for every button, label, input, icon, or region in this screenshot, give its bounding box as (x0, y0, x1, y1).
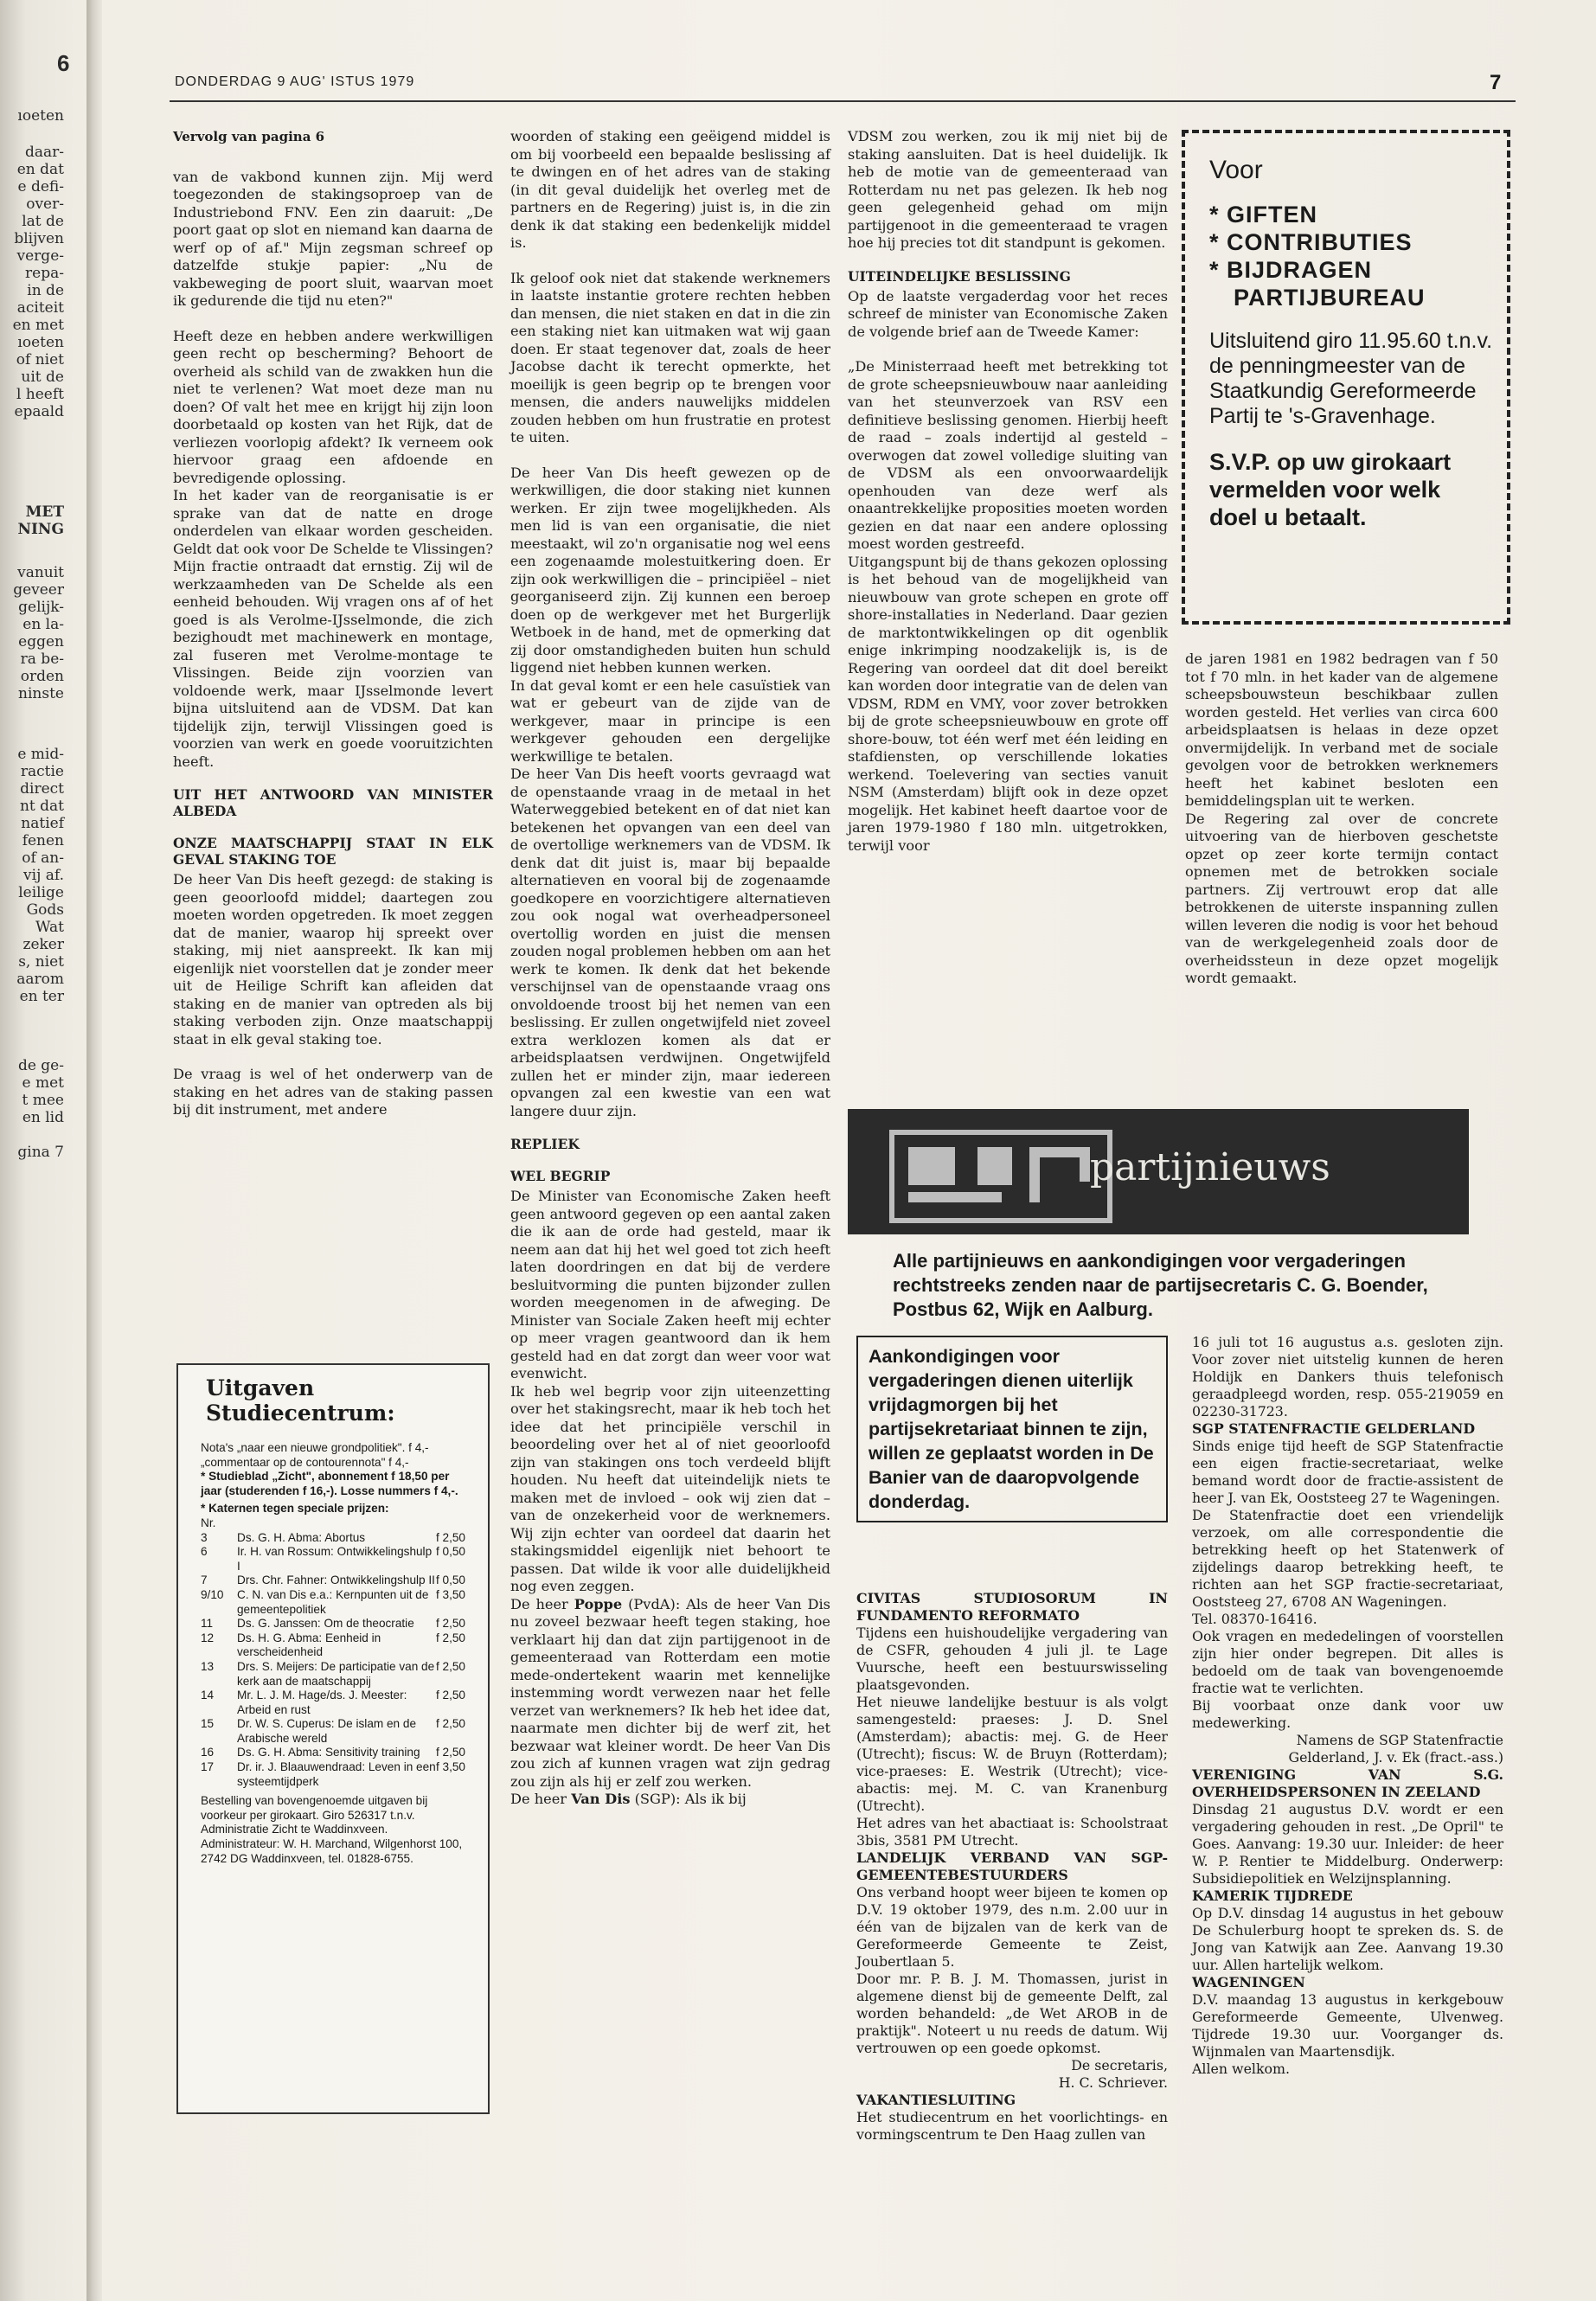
katern-item (201, 1760, 465, 1789)
previous-page-fragment: verge- (16, 247, 64, 265)
issue-date: DONDERDAG 9 AUG' ISTUS 1979 (175, 74, 415, 89)
previous-page-fragment: direct (20, 780, 64, 798)
paragraph: 16 juli tot 16 augustus a.s. gesloten zijn. Voor zover niet uitstelig kunnen de heren Holdijk en Dankers thuis telefonisch geraadpleegd worden, resp. 055-219059 en 02230-31723. (1192, 1334, 1503, 1420)
katern-price: f 2,50 (435, 1530, 465, 1544)
partijnieuws-subtitle: Alle partijnieuws en aankondigingen voor vergaderingen rechtstreeks zenden naar de partijsecretaris C. G. Boender, Postbus 62, Wijk en Aalburg. (893, 1250, 1428, 1320)
studiecentrum-box (176, 1363, 490, 2114)
katern-item (201, 1660, 465, 1689)
paragraph: Het studiecentrum en het voorlichtings- en vormingscentrum te Den Haag zullen van (856, 2109, 1168, 2143)
advert-svp: S.V.P. op uw girokaart vermelden voor welk doel u betaalt. (1209, 449, 1452, 530)
paragraph: de jaren 1981 en 1982 bedragen van f 50 tot f 70 mln. in het kader van de algemene scheepsbouwsteun beschikbaar zullen worden gesteld. Het verlies van circa 600 arbeidsplaatsen is helaas in deze opzet onvermijdelijk. In verband met de sociale gevolgen voor de betrokken werknemers heeft het kabinet besloten een bemiddelingsplan uit te werken. (1185, 651, 1498, 809)
paragraph: Ook vragen en mededelingen of voorstellen zijn hier onder begrepen. Dit alles is bedoeld om de taak van bovengenoemde fractie wat te verlichten. (1192, 1628, 1503, 1696)
paragraph: Allen welkom. (1192, 2061, 1291, 2077)
previous-page-fragment: vij af. (23, 867, 64, 884)
news-heading: VERENIGING VAN S.G. OVERHEIDSPERSONEN IN ZEELAND (1192, 1766, 1503, 1800)
paragraph: De vraag is wel of het onderwerp van de staking en het adres van de staking passen bij dit instrument, met andere (173, 1066, 493, 1118)
previous-page-fragment: t mee (22, 1092, 64, 1109)
previous-page-fragment: daar- (24, 144, 64, 161)
previous-page-fragment: repa- (25, 265, 64, 282)
katern-nr: 11 (201, 1617, 214, 1631)
studieblad-zicht: * Studieblad „Zicht", abonnement f 18,50 per jaar (studerenden f 16,-). Losse nummers f 4,-. (201, 1470, 458, 1497)
katern-nr: 12 (201, 1631, 215, 1644)
katern-title: Dr. ir. J. Blaauwendraad: Leven in een systeemtijdperk (237, 1760, 436, 1788)
katern-item (201, 1631, 465, 1660)
previous-page-fragment: epaald (14, 403, 64, 420)
paragraph: De heer Van Dis (SGP): Als ik bij (510, 1791, 747, 1807)
katern-price: f 2,50 (435, 1659, 465, 1673)
previous-page-fragment: Wat (35, 919, 64, 936)
katern-title: Ds. G. Janssen: Om de theocratie (237, 1617, 414, 1631)
katern-item (201, 1545, 465, 1574)
previous-page-fragment: orden (20, 668, 64, 685)
paragraph: Uitgangspunt bij de thans gekozen oplossing is het behoud van de mogelijkheid van nieuwbouw van grote schepen en grote off shore-installaties in Nederland. Daar gezien de marktontwikkelingen op dit ogenblik enige inkrimping noodzakelijk is, is de Regering van oordeel dat dit doel bereikt kan worden door integratie van de delen van VDSM, RDM en VMY, voor zover betrokken bij de grote scheepsnieuwbouw en grote off shore-bouw, tot één werf met één leiding en stafdiensten, op verschillende lokaties werkend. Toelevering van secties vanuit NSM (Amsterdam) blijft ook in deze opzet mogelijk. Het kabinet heeft daartoe voor de jaren 1979-1980 f 180 mln. uitgetrokken, terwijl voor (848, 553, 1168, 854)
previous-page-fragment: over- (26, 195, 64, 213)
katern-nr: 7 (201, 1574, 208, 1587)
paragraph: Bij voorbaat onze dank voor uw medewerking. (1192, 1697, 1503, 1731)
previous-page-fragment: in de (27, 282, 64, 299)
continued-label: Vervolg van pagina 6 (173, 129, 325, 144)
previous-page-fragment: ıoeten (17, 334, 64, 351)
paragraph: In dat geval komt er een hele casuïstiek van wat er gebeurt van de zijde van de werkgever, maar in principe is een werkgever gehouden een dergelijke werkwillige te betalen. (510, 676, 830, 765)
katern-nr: 15 (201, 1717, 215, 1731)
previous-page-fragment: zeker (22, 936, 64, 953)
katern-title: Drs. S. Meijers: De participatie van de kerk aan de maatschappij (237, 1659, 435, 1688)
previous-page-fragment: en met (12, 317, 64, 334)
news-heading: LANDELIJK VERBAND VAN SGP-GEMEENTEBESTUURDERS (856, 1849, 1168, 1883)
previous-page-fragment: en dat (16, 161, 64, 178)
paragraph: Ons verband hoopt weer bijeen te komen op D.V. 19 oktober 1979, des n.m. 2.00 uur in één van de bijzalen van de kerk van de Gereformeerde Gemeente te Zeist, Joubertlaan 5. (856, 1884, 1168, 1970)
signature: De secretaris, (1071, 2057, 1168, 2073)
previous-page-fragment: ninste (18, 685, 64, 702)
previous-page-fragment: geveer (13, 581, 64, 599)
katern-price: f 3,50 (435, 1587, 465, 1601)
previous-page-fragment: NING (17, 521, 64, 538)
paragraph: Het adres van het abactiaat is: Schoolstraat 3bis, 3581 PM Utrecht. (856, 1815, 1168, 1849)
previous-page-fragment: leilige (18, 884, 64, 901)
paragraph: Heeft deze en hebben andere werkwilligen geen recht op bescherming? Behoort de overheid als schild van de zwakken hun die niet te verlenen? Wat moet deze man nu doen? Of valt het mee en krijgt hij zijn loon doorbetaald op kosten van het Rijk, dat de verliezen voorlopig afdekt? Ik verneem ook hiervoor graag een afdoende en bevredigende oplossing. (173, 327, 493, 486)
signature: H. C. Schriever. (1058, 2074, 1168, 2091)
order-info: Bestelling van bovengenoemde uitgaven bij voorkeur per girokaart. Giro 526317 t.n.v. (201, 1794, 428, 1822)
previous-page-fragment: ıoeten (17, 107, 64, 125)
news-heading: VAKANTIESLUITING (856, 2092, 1016, 2108)
katern-item (201, 1689, 465, 1717)
previous-page-fragment: blijven (14, 230, 64, 247)
column-2 (510, 128, 830, 1809)
previous-page-fragment: e mid- (17, 746, 64, 763)
previous-page-fragment: ractie (20, 763, 64, 780)
katern-nr: 13 (201, 1659, 215, 1673)
katern-nr: 17 (201, 1760, 215, 1774)
advert-contributies: * CONTRIBUTIES (1209, 229, 1413, 255)
advert-voor: Voor (1209, 156, 1263, 184)
previous-page-fragment: uit de (21, 369, 64, 386)
advert-giro: Uitsluitend giro 11.95.60 t.n.v. de penningmeester van de Staatkundig Gereformeerde Partij te 's-Gravenhage. (1209, 329, 1493, 428)
katern-item (201, 1588, 465, 1617)
katern-title: Ds. H. G. Abma: Eenheid in verscheidenheid (237, 1631, 381, 1659)
studiecentrum-list (178, 1365, 488, 1876)
paragraph: Door mr. P. B. J. M. Thomassen, jurist in algemene dienst bij de gemeente Delft, zal worden behandeld: „de Wet AROB in de praktijk". Noteert u nu reeds de datum. Wij vertrouwen op een goede opkomst. (856, 1971, 1168, 2056)
section-heading: WEL BEGRIP (510, 1168, 611, 1184)
katernen-nr-label: Nr. (201, 1516, 216, 1529)
previous-page-fragment: Gods (26, 901, 64, 919)
paragraph: De heer Poppe (PvdA): Als de heer Van Dis nu zoveel bezwaar heeft tegen staking, hoe verklaart hij dan dat zijn partijgenoot in de gemeenteraad van Rotterdam een motie mede-ondertekent waarin met kennelijke instemming wordt verwezen naar het felle verzet van werknemers? Ik heb het idee dat, naarmate men dichter bij de werf zit, het bezwaar wat kleiner wordt. De heer Van Dis zou zich af kunnen vragen wat zijn gedrag zou zijn als hij er zelf zou werken. (510, 1595, 830, 1790)
speaker-name: Van Dis (571, 1791, 631, 1807)
paragraph: De Minister van Economische Zaken heeft geen antwoord gegeven op een aantal zaken die ik aan de orde had gesteld, maar ik neem aan dat hij het wel goed tot zich heeft laten doordringen en dat bij de verdere besluitvorming die punten bijzonder zullen worden meegenomen in de afweging. De Minister van Sociale Zaken heeft mij echter op meer vragen geantwoord dan ik hem gesteld had en dat zorgt dan weer voor wat evenwicht. (510, 1188, 830, 1381)
signature: Gelderland, J. v. Ek (fract.-ass.) (1288, 1749, 1503, 1766)
previous-page-fragment: MET (25, 503, 64, 521)
previous-page-fragment: gelijk- (18, 599, 64, 616)
katern-price: f 2,50 (435, 1689, 465, 1702)
katern-price: f 0,50 (435, 1574, 465, 1587)
previous-page-fragment: l heeft (16, 386, 64, 403)
paragraph: D.V. maandag 13 augustus in kerkgebouw Gereformeerde Gemeente, Ulvenweg. Tijdrede 19.30 uur. Voorganger ds. Wijnmalen van Maartensdijk. (1192, 1991, 1503, 2060)
paragraph: VDSM zou werken, zou ik mij niet bij de staking aansluiten. Dat is heel duidelijk. Ik heb de motie van de gemeenteraad van Rotterdam nu net pas gelezen. Ik heb nog geen gelegenheid gehad om mijn partijgenoot in die gemeenteraad te vragen hoe hij precies tot dit standpunt is gekomen. (848, 128, 1168, 251)
paragraph: van de vakbond kunnen zijn. Mij werd toegezonden de stakingsoproep van de Industriebond FNV. Een zin daaruit: „De poort gaat op slot en niemand kan daarna de werf op of af." Mijn zegsman schreef op datzelfde stukje papier: „Nu de vakbeweging de poort sluit, waarvan moet ik gedurende die tijd nu eten?" (173, 168, 493, 309)
paragraph: De heer Van Dis heeft gewezen op de werkwilligen, die door staking niet kunnen werken. Er zijn twee mogelijkheden. Als men lid is van een organisatie, die niet meestaakt, wil zo'n organisatie nog wel eens een zogenaamde molestuitkering doen. Er zijn ook werkwilligen die – principiëel – niet georganiseerd zijn. Zij kunnen een beroep doen op de werkgever met het Burgerlijk Wetboek in de hand, met de opmerking dat zij door omstandigheden buiten hun schuld liggend niet hebben kunnen werken. (510, 464, 830, 676)
katern-item (201, 1531, 465, 1546)
katern-nr: 3 (201, 1530, 208, 1544)
aankondigingen-notice: Aankondigingen voor vergaderingen dienen uiterlijk vrijdagmorgen bij het partijsekretariaat binnen te zijn, willen ze geplaatst worden in De Banier van de daaropvolgende donderdag. (856, 1336, 1168, 1522)
previous-page-fragment: eggen (18, 633, 64, 651)
advert-partijbureau: PARTIJBUREAU (1234, 285, 1426, 311)
katernen-heading: * Katernen tegen speciale prijzen: (201, 1502, 389, 1516)
previous-page-fragment: ra be- (20, 651, 64, 668)
katern-price: f 2,50 (435, 1631, 465, 1644)
nota-grondpolitiek: Nota's „naar een nieuwe grondpolitiek". f 4,- (201, 1441, 429, 1454)
previous-page-fragment: en lid (22, 1109, 64, 1126)
previous-page-fragment: aciteit (16, 299, 64, 317)
speaker-name: Poppe (574, 1595, 623, 1612)
previous-page-fragment: natief (21, 815, 64, 832)
paragraph: „De Ministerraad heeft met betrekking tot de grote scheepsnieuwbouw naar aanleiding van het steunverzoek van RSV een definitieve beslissing genomen. Hierbij heeft de raad – zoals indertijd al gesteld – overwogen dat zowel volledige sluiting van de VDSM als een onvoorwaardelijk openhouden van deze werf als onaantrekkelijke proposities moeten worden gezien en dat naar een andere oplossing moest worden gestreefd. (848, 358, 1168, 552)
sgp-logo-icon (889, 1130, 1112, 1223)
paragraph: Op de laatste vergaderdag voor het reces schreef de minister van Economische Zaken de volgende brief aan de Tweede Kamer: (848, 287, 1168, 340)
katern-title: Mr. L. J. M. Hage/ds. J. Meester: Arbeid en rust (237, 1689, 407, 1716)
previous-page-fragment: e met (22, 1074, 64, 1092)
paragraph: De heer Van Dis heeft voorts gevraagd wat de openstaande vraag in de metaal in het Waterweggebied betekent en of dat niet kan betekenen het opvangen van een deel van de overtollige werknemers van de VDSM. Ik denk dat dit juist is, maar bij bepaalde alternatieven en vooral bij de zogenaamde goedkopere en voorzichtigere alternatieven zou ook nogal wat overheadpersoneel overtollig worden en juist die mensen zouden nogal problemen hebben om aan het werk te komen. Ik denk dat het bekende verschijnsel van de openstaande vraag ons onvoldoende troost bij het nemen van een beslissing. Er zullen ongetwijfeld niet zoveel extra werklozen komen als dat er arbeidsplaatsen verdwijnen. Ongetwijfeld zullen het er minder zijn, maar iedereen opvangen zal een kwestie van een wat langere duur zijn. (510, 766, 830, 1119)
katern-item (201, 1574, 465, 1588)
paragraph: Tijdens een huishoudelijke vergadering van de CSFR, gehouden 4 juli jl. te Lage Vuursche, heeft een bestuurswisseling plaatsgevonden. (856, 1625, 1168, 1693)
katern-price: f 0,50 (435, 1545, 465, 1559)
paragraph: Sinds enige tijd heeft de SGP Statenfractie een eigen fractie-secretariaat, welke bemand wordt door de fractie-assistent de heer J. van Ek, Ooststeeg 27 te Wageningen. (1192, 1438, 1503, 1506)
signature: Namens de SGP Statenfractie (1296, 1732, 1503, 1748)
studiecentrum-title: Uitgaven Studiecentrum: (206, 1375, 395, 1426)
page-number: 7 (1490, 71, 1502, 94)
katern-nr: 9/10 (201, 1587, 224, 1601)
katern-item (201, 1746, 465, 1760)
paragraph: In het kader van de reorganisatie is er sprake van dat de natte en droge onderdelen van elkaar worden gescheiden. Geldt dat ook voor De Schelde te Vlissingen? Mijn fractie ontraadt dat ernstig. Zij wil de werkzaamheden van De Schelde als een eenheid behouden. Wij vragen ons af of het goed is als Verolme-IJsselmonde, die zich bezighoudt met machinewerk en montage, zal fuseren met Verolme-montage te Vlissingen. Beide zijn voorzien van voldoende werk, maar IJsselmonde levert bijna uitsluitend aan de VDSM. Dat kan tijdelijk zijn, terwijl Vlissingen goed is voorzien van werk en goede vooruitzichten heeft. (173, 487, 493, 770)
news-heading: CIVITAS STUDIOSORUM IN FUNDAMENTO REFORMATO (856, 1590, 1168, 1624)
katern-title: C. N. van Dis e.a.: Kernpunten uit de gemeentepolitiek (237, 1587, 429, 1616)
katern-nr: 6 (201, 1545, 208, 1559)
administration-info: Administratie Zicht te Waddinxveen. Administrateur: W. H. Marchand, Wilgenhorst 100, 2742 DG Waddinxveen, tel. 01828-6755. (201, 1823, 463, 1865)
news-heading: SGP STATENFRACTIE GELDERLAND (1192, 1420, 1476, 1437)
katern-price: f 2,50 (435, 1617, 465, 1631)
katern-title: Ds. G. H. Abma: Abortus (237, 1530, 366, 1544)
katernen-list (201, 1531, 465, 1790)
paragraph: De Statenfractie doet een vriendelijk verzoek, om alle correspondentie die betrekking heeft op het Statenwerk of zijdelings daarop betrekking heeft, te richten aan het SGP fractie-secretariaat, Ooststeeg 27, 6708 AN Wageningen. (1192, 1507, 1503, 1610)
paragraph: woorden of staking een geëigend middel is om bij voorbeeld een bepaalde beslissing af te dwingen en of het adres van de staking (in dit geval duidelijk het overleg met de partners en de Regering) juist is, in die zin denk ik dat staking een bedenkelijk middel is. (510, 128, 830, 251)
previous-page-fragment: s, niet (18, 953, 64, 971)
column-4 (1185, 651, 1498, 988)
news-right-column (1192, 1334, 1503, 2078)
previous-page-fragment: lat de (22, 213, 64, 230)
katern-item (201, 1617, 465, 1631)
partijnieuws-banner (848, 1109, 1469, 1327)
partijnieuws-title: partijnieuws (1090, 1145, 1330, 1189)
previous-page-fragment: gina 7 (17, 1144, 64, 1161)
previous-page-fragment: en la- (22, 616, 64, 633)
previous-page-fragment: of an- (22, 849, 64, 867)
news-heading: WAGENINGEN (1192, 1974, 1305, 1990)
giften-advert (1182, 130, 1510, 625)
paragraph: Ik geloof ook niet dat stakende werknemers in laatste instantie grotere rechten hebben dan mensen, die niet staken en dat in die zin een staking niet kan uitmaken wat wij gaan doen. Er staat tegenover dat, zoals de heer Jacobse dacht ik terecht opmerkte, het moeilijk is geen begrip op te brengen voor mensen, die anders nauwelijks middelen zouden hebben om hun frustratie en protest te uiten. (510, 269, 830, 445)
news-heading: KAMERIK TIJDREDE (1192, 1888, 1353, 1904)
advert-giften: * GIFTEN (1209, 202, 1318, 228)
previous-page-number: 6 (57, 50, 70, 76)
previous-page-fragment: of niet (16, 351, 64, 369)
section-heading: UIT HET ANTWOORD VAN MINISTER ALBEDA (173, 786, 493, 819)
column-3 (848, 128, 1168, 855)
katern-item (201, 1717, 465, 1746)
katern-title: Ds. G. H. Abma: Sensitivity training (237, 1746, 420, 1759)
katern-price: f 2,50 (435, 1717, 465, 1731)
previous-page-fragment: nt dat (19, 798, 64, 815)
section-heading: REPLIEK (510, 1136, 580, 1152)
previous-page-fragment: fenen (22, 832, 64, 849)
paragraph: Op D.V. dinsdag 14 augustus in het gebouw De Schulerburg hoopt te spreken ds. S. de Jong van Katwijk aan Zee. Aanvang 19.30 uur. Allen hartelijk welkom. (1192, 1905, 1503, 1973)
previous-page-fragment: vanuit (17, 564, 64, 581)
previous-page-fragment: aarom (16, 971, 64, 988)
paragraph: Ik heb wel begrip voor zijn uiteenzetting over het stakingsrecht, maar ik heb toch het idee dat het principiële verschil in beoordeling over het al of niet geoorloofd zijn van stakingen ons toch verdeeld blijft houden. Nu heeft dat uiteindelijk niets te maken met de invloed – ook wij zien dat – van de onzekerheid voor de werknemers. Wij zijn echter van oordeel dat daarin het stakingsmiddel eigenlijk niet behoort te passen. Dat wilde ik voor alle duidelijkheid nog even zeggen. (510, 1382, 830, 1594)
column-1 (173, 128, 493, 1119)
katern-price: f 2,50 (435, 1746, 465, 1759)
previous-page-fragment: e defi- (17, 178, 64, 195)
katern-price: f 3,50 (435, 1760, 465, 1774)
katern-nr: 14 (201, 1689, 215, 1702)
previous-page-fragment: en ter (19, 988, 64, 1005)
nota-contourennota: „commentaar op de contourennota" f 4,- (201, 1455, 409, 1469)
previous-page-edge (0, 0, 95, 2301)
katern-title: Ir. H. van Rossum: Ontwikkelingshulp I (237, 1545, 433, 1573)
katern-title: Drs. Chr. Fahner: Ontwikkelingshulp II (237, 1574, 435, 1587)
paragraph: Tel. 08370-16416. (1192, 1611, 1317, 1627)
katern-title: Dr. W. S. Cuperus: De islam en de Arabische wereld (237, 1717, 417, 1745)
paragraph: De Regering zal over de concrete uitvoering van de hierboven geschetste opzet op zeer korte termijn contact opnemen met de betrokken sociale partners. Zij vertrouwt erop dat alle betrokkenen de uiterste inspanning zullen willen leveren die nodig is voor het behoud van de werkgelegenheid zoals door de overheidssteun in deze opzet mogelijk wordt gemaakt. (1185, 810, 1498, 986)
previous-page-fragment: de ge- (17, 1057, 64, 1074)
katern-nr: 16 (201, 1746, 215, 1759)
news-left-column (856, 1590, 1168, 2144)
paragraph: Het nieuwe landelijke bestuur is als volgt samengesteld: praeses: J. D. Snel (Amsterdam); abactis: mej. G. de Heer (Utrecht); fiscus: W. de Bruyn (Rotterdam); vice-praeses: E. Westrik (Utrecht); vice-abactis: mej. M. C. van Kranenburg (Utrecht). (856, 1694, 1168, 1814)
advert-bijdragen: * BIJDRAGEN (1209, 257, 1373, 283)
paragraph: Dinsdag 21 augustus D.V. wordt er een vergadering gehouden in rest. „De Opril" te Goes. Aanvang: 19.30 uur. Inleider: de heer W. P. Rentier te Middelburg. Onderwerp: Subsidiepolitiek en Welzijnsplanning. (1192, 1801, 1503, 1887)
section-heading: ONZE MAATSCHAPPIJ STAAT IN ELK GEVAL STAKING TOE (173, 835, 493, 868)
section-heading: UITEINDELIJKE BESLISSING (848, 267, 1071, 285)
header-rule (170, 100, 1516, 102)
paragraph: De heer Van Dis heeft gezegd: de staking is geen geoorloofd middel; daartegen zou moeten worden opgetreden. Ik moet zeggen dat de manier, waarop hij spreekt over staking, mij niet aanspreekt. Ik kan mij eigenlijk niet voorstellen dat je zonder meer uit de Heilige Schrift kan afleiden dat staking en de manier van optreden als bij staking verboden zijn. Onze maatschappij staat in elk geval staking toe. (173, 871, 493, 1048)
